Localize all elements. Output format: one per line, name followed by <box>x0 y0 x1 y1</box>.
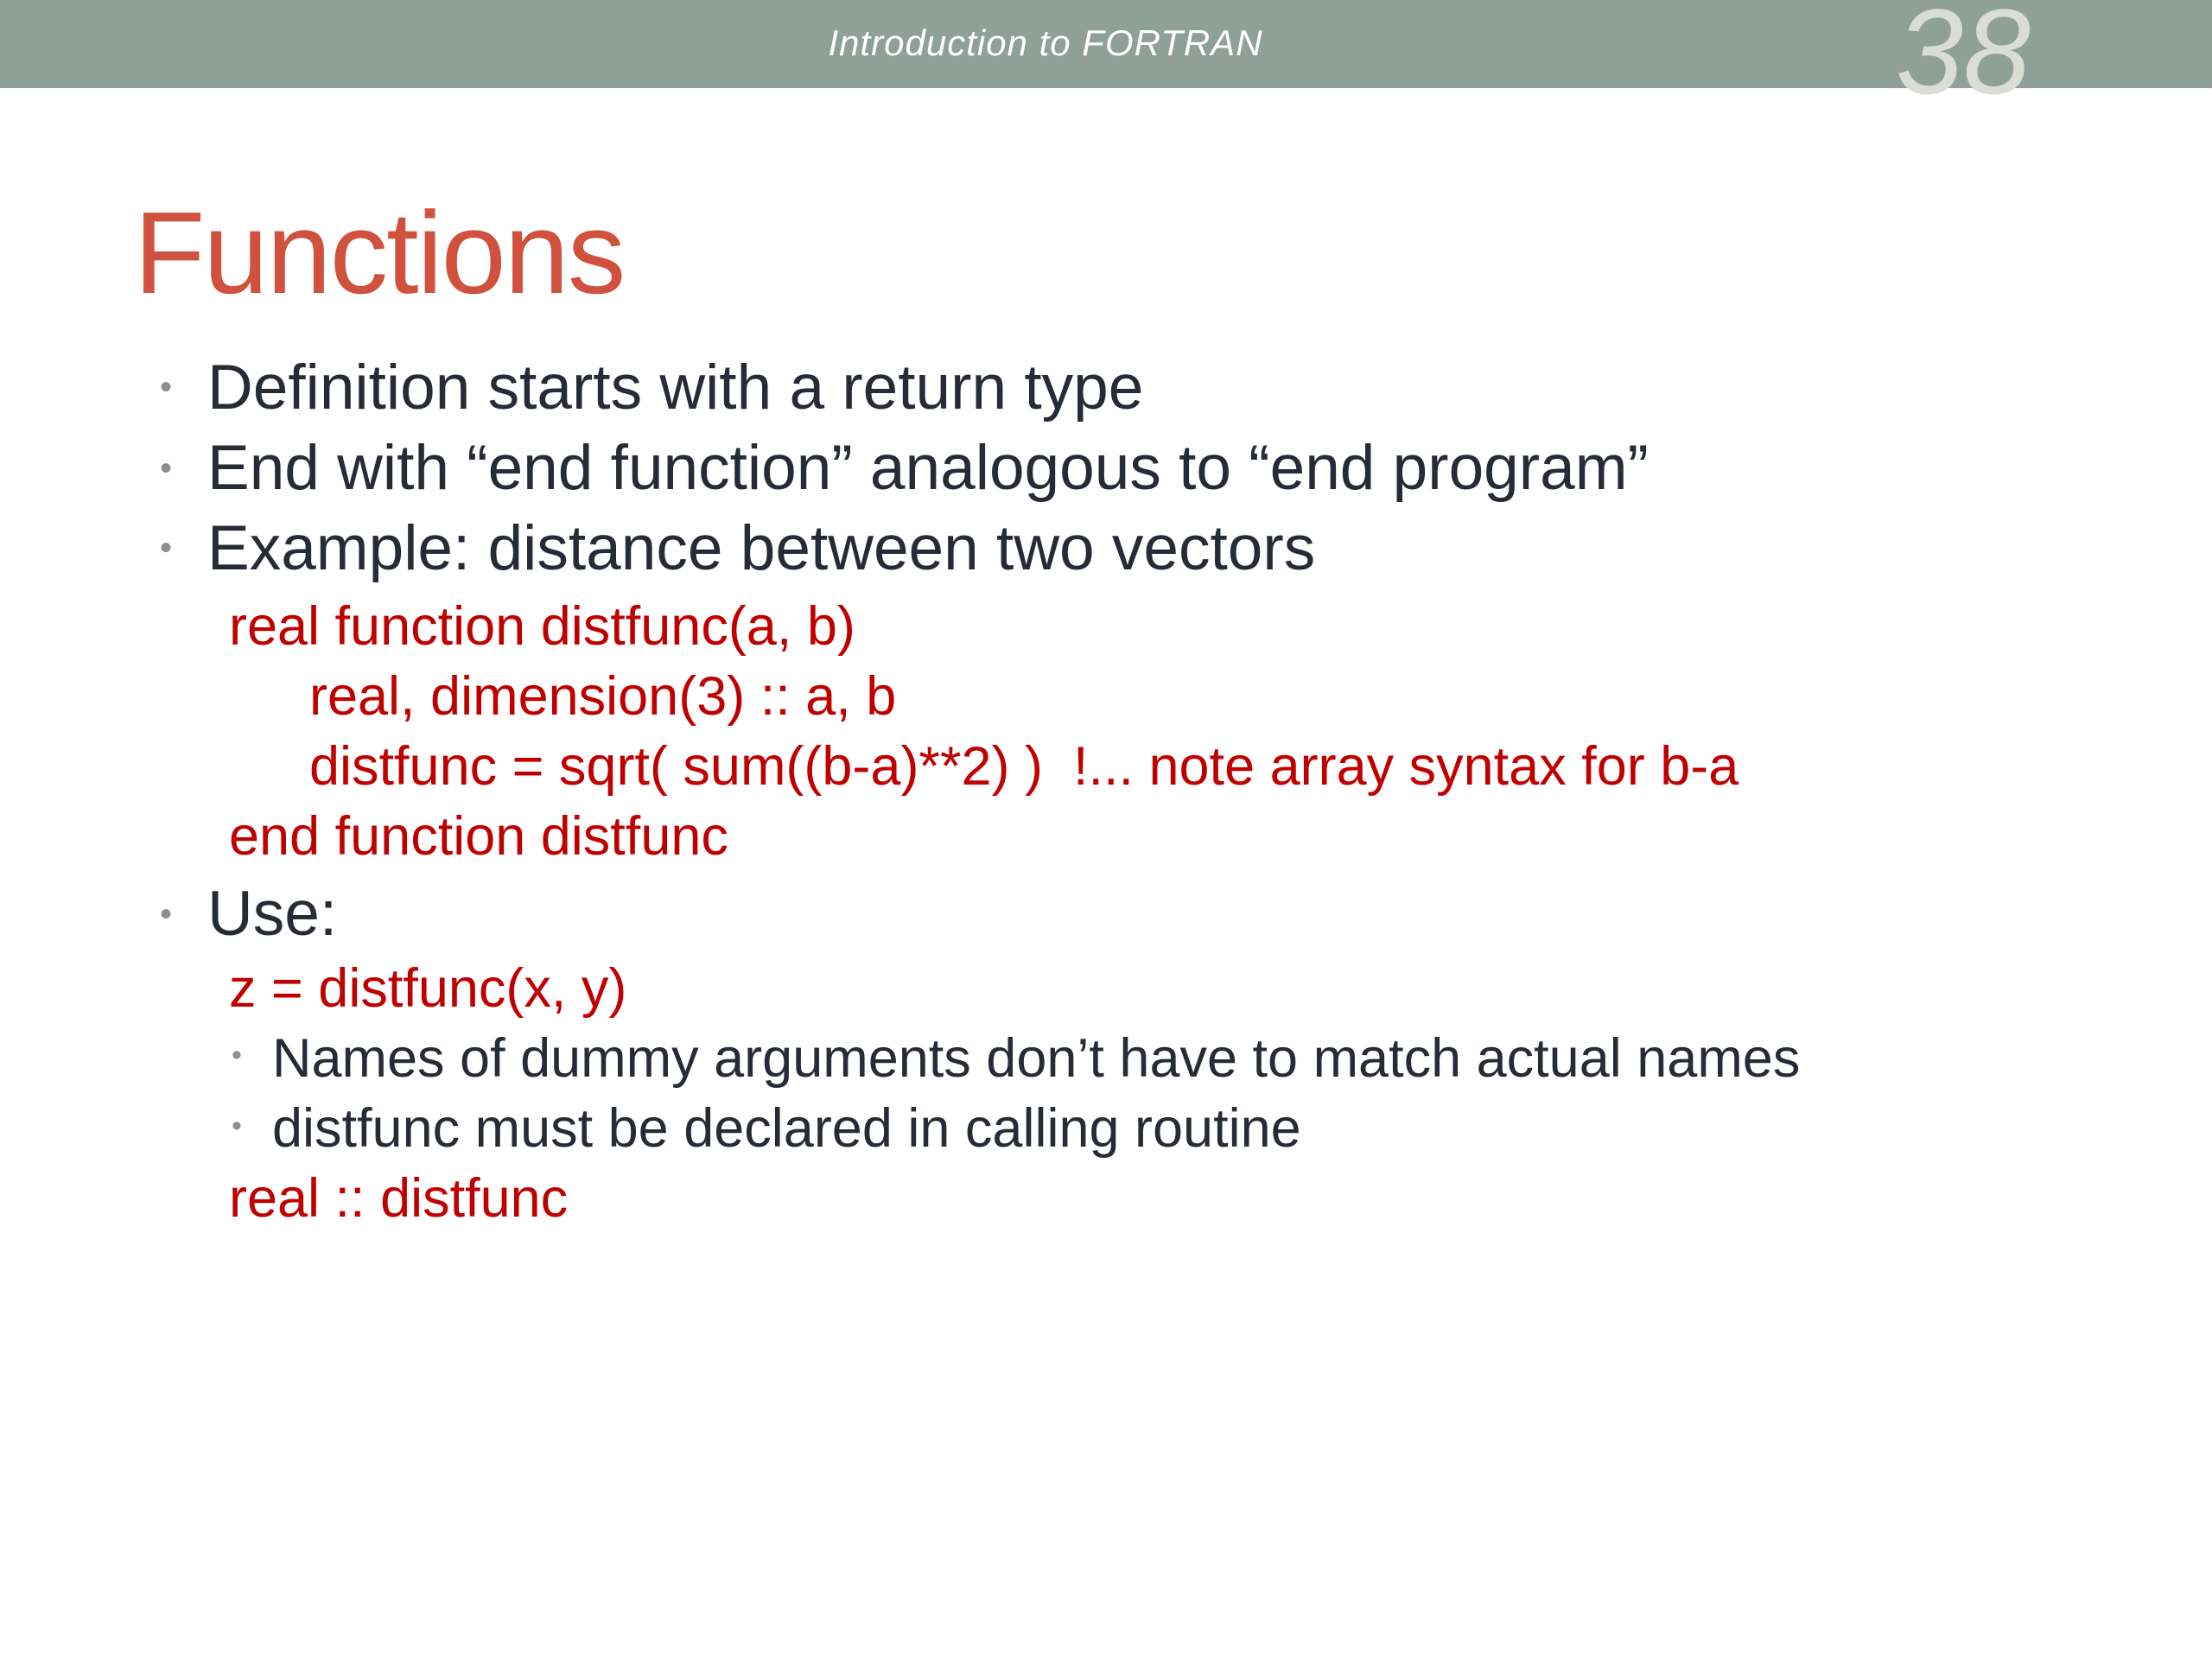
page-title: Functions <box>134 188 625 318</box>
bullet-example: Example: distance between two vectors <box>207 513 1316 583</box>
bullet-dot-icon: • <box>160 368 173 406</box>
code-line-function-header: real function distfunc(a, b) <box>229 596 855 657</box>
code-line-declaration: real, dimension(3) :: a, b <box>309 666 897 727</box>
sub-bullet-dummy-arguments: Names of dummy arguments don’t have to match actual names <box>272 1028 1801 1089</box>
code-line-end-function: end function distfunc <box>229 806 728 867</box>
bullet-end-function: End with “end function” analogous to “end program” <box>207 433 1649 503</box>
bullet-dot-icon: • <box>160 529 173 567</box>
bullet-use: Use: <box>207 879 338 949</box>
sub-bullet-dot-icon: • <box>232 1109 242 1142</box>
code-line-body: distfunc = sqrt( sum((b-a)**2) ) !... note array syntax for b-a <box>309 736 1739 797</box>
code-line-use: z = distfunc(x, y) <box>229 958 627 1019</box>
bullet-definition: Definition starts with a return type <box>207 353 1144 423</box>
sub-bullet-dot-icon: • <box>232 1039 242 1071</box>
header-bar <box>0 0 2212 119</box>
code-line-declare: real :: distfunc <box>229 1168 569 1229</box>
bullet-dot-icon: • <box>160 449 173 487</box>
bullet-dot-icon: • <box>160 895 173 933</box>
sub-bullet-declared: distfunc must be declared in calling routine <box>272 1098 1301 1159</box>
header-title: Introduction to FORTRAN <box>828 22 1263 63</box>
slide-number: 38 <box>1896 0 2031 119</box>
